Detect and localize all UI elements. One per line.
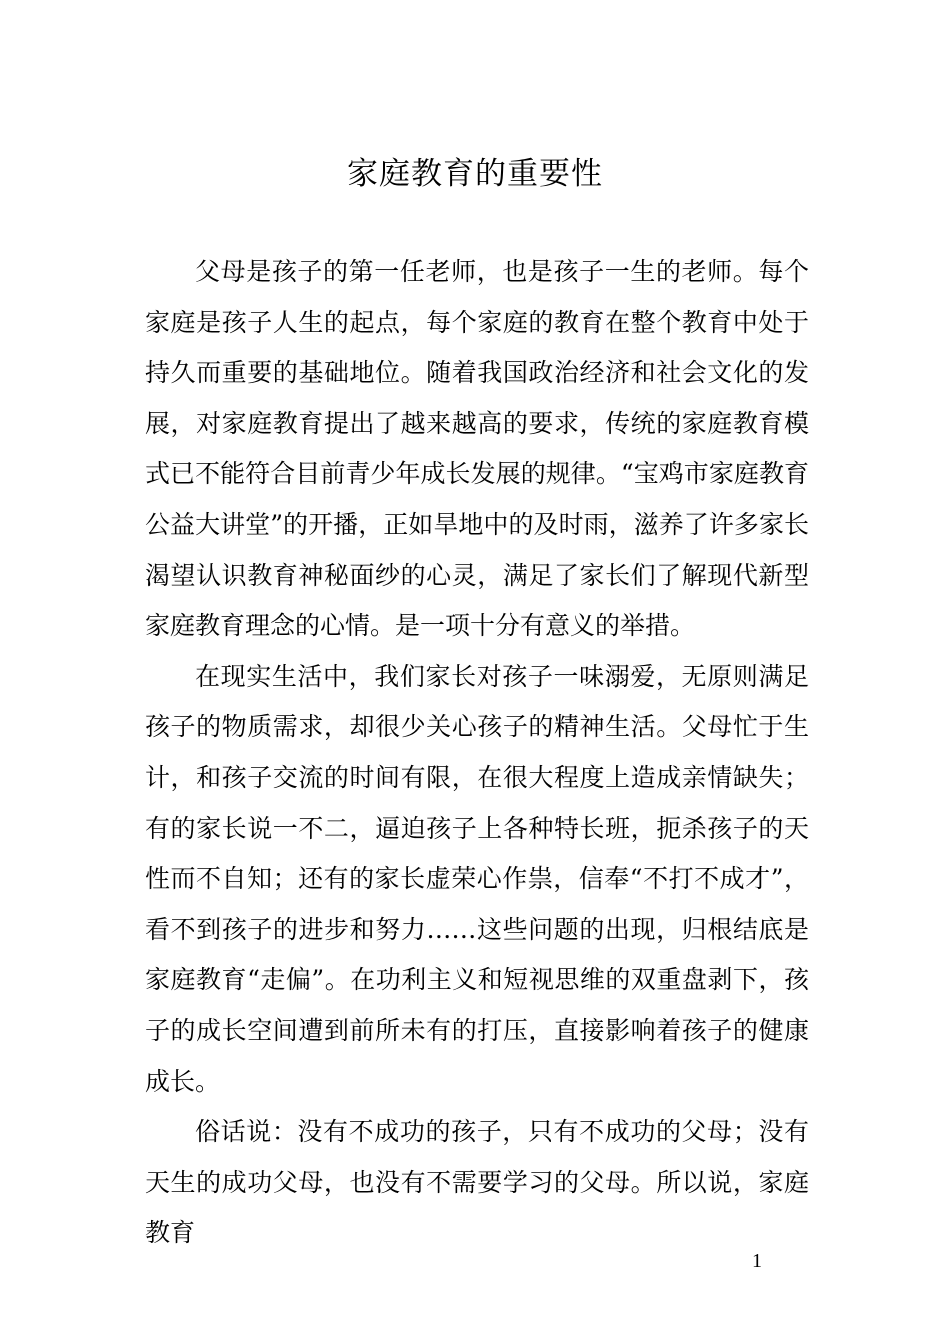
document-body [145, 247, 809, 1259]
paragraph-2: 在现实生活中，我们家长对孩子一味溺爱，无原则满足孩子的物质需求，却很少关心孩子的精神生活。父母忙于生计，和孩子交流的时间有限，在很大程度上造成亲情缺失；有的家长说一不二，逼迫孩子上各种特长班，扼杀孩子的天性而不自知；还有的家长虚荣心作祟，信奉“不打不成才”，看不到孩子的进步和努力……这些问题的出现，归根结底是家庭教育“走偏”。在功利主义和短视思维的双重盘剥下，孩子的成长空间遭到前所未有的打压，直接影响着孩子的健康成长。 [145, 661, 809, 1096]
paragraph-1: 父母是孩子的第一任老师，也是孩子一生的老师。每个家庭是孩子人生的起点，每个家庭的教育在整个教育中处于持久而重要的基础地位。随着我国政治经济和社会文化的发展，对家庭教育提出了越来越高的要求，传统的家庭教育模式已不能符合目前青少年成长发展的规律。“宝鸡市家庭教育公益大讲堂”的开播，正如旱地中的及时雨，滋养了许多家长渴望认识教育神秘面纱的心灵，满足了家长们了解现代新型家庭教育理念的心情。是一项十分有意义的举措。 [145, 257, 809, 641]
paragraph-3: 俗话说：没有不成功的孩子，只有不成功的父母；没有天生的成功父母，也没有不需要学习的父母。所以说，家庭教育 [145, 1117, 809, 1248]
page-number: 1 [752, 1250, 762, 1272]
document-title: 家庭教育的重要性 [347, 156, 603, 192]
